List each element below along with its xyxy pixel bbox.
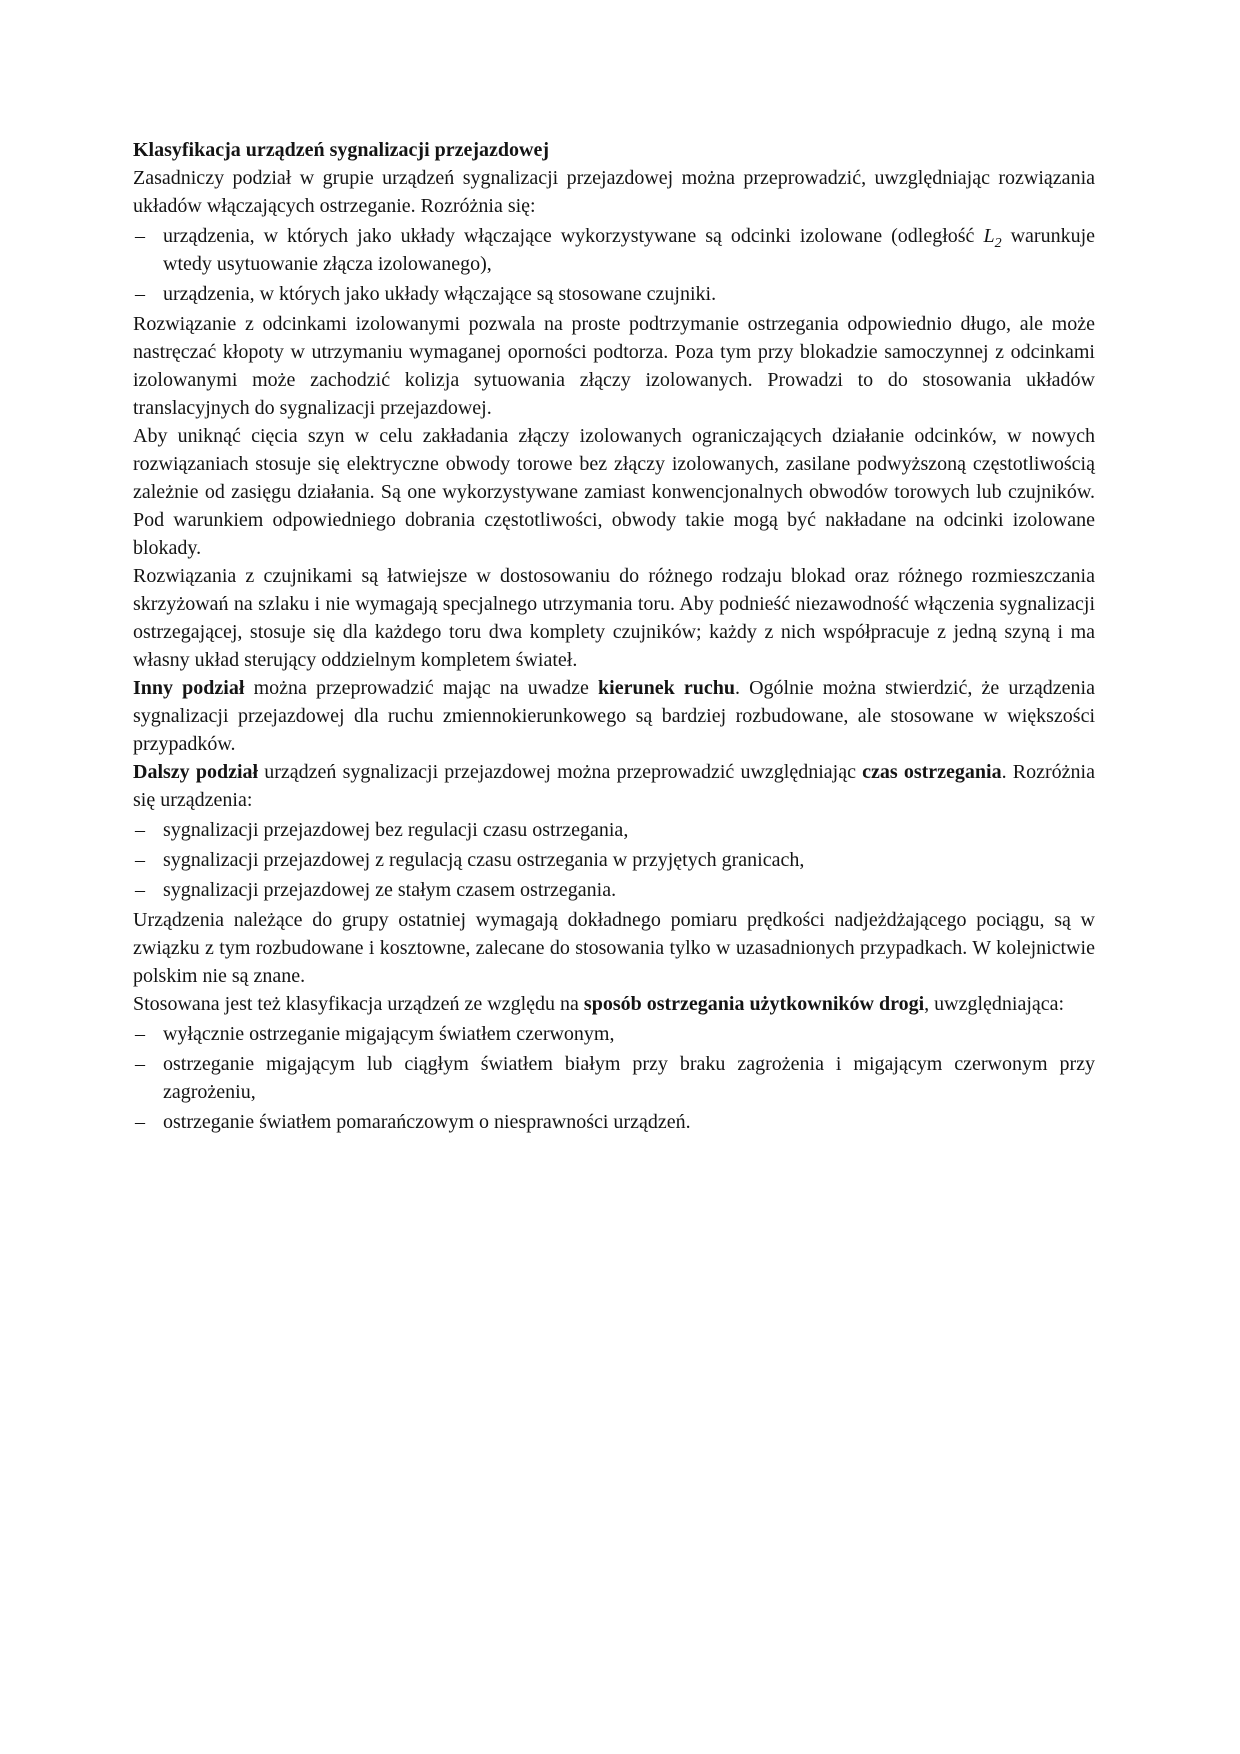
text-run: sposób ostrzegania użytkowników drogi [583, 993, 925, 1015]
paragraph [133, 422, 1095, 562]
text-run: Dalszy podział [133, 761, 259, 783]
document-content [133, 136, 1095, 1138]
text-run: Klasyfikacja urządzeń sygnalizacji przejazdowej [133, 139, 550, 161]
text-run: 2 [994, 236, 1002, 251]
list-item-text [163, 849, 804, 871]
dash-marker: – [135, 283, 145, 305]
document-title [133, 136, 1095, 164]
list-item [133, 280, 1095, 308]
text-run: ostrzeganie światłem pomarańczowym o niesprawności urządzeń. [163, 1111, 691, 1133]
list-item-text [163, 819, 628, 841]
list-item-text [163, 225, 1095, 275]
dash-marker: – [135, 1023, 145, 1045]
text-run: Urządzenia należące do grupy ostatniej wymagają dokładnego pomiaru prędkości nadjeżdżającego pociągu, są w związku z tym rozbudowane i kosztowne, zalecane do stosowania tylko w uzasadnionych przypadkach. W kolejnictwie polskim nie są znane. [133, 909, 1095, 987]
text-run: warunkuje wtedy usytuowanie złącza izolowanego), [163, 225, 1095, 275]
text-run: . Ogólnie można stwierdzić, że urządzenia sygnalizacji przejazdowej dla ruchu zmiennokierunkowego są bardziej rozbudowane, ale stosowane w większości przypadków. [133, 677, 1095, 755]
text-run: Rozwiązania z czujnikami są łatwiejsze w dostosowaniu do różnego rodzaju blokad oraz różnego rozmieszczania skrzyżowań na szlaku i nie wymagają specjalnego utrzymania toru. Aby podnieść niezawodność włączenia sygnalizacji ostrzegającej, stosuje się dla każdego toru dwa komplety czujników; każdy z nich współpracuje z jedną szyną i ma własny układ sterujący oddzielnym kompletem świateł. [133, 565, 1095, 671]
dash-marker: – [135, 1053, 145, 1075]
text-run: Aby uniknąć cięcia szyn w celu zakładania złączy izolowanych ograniczających działanie odcinków, w nowych rozwiązaniach stosuje się elektryczne obwody torowe bez złączy izolowanych, zasilane podwyższoną częstotliwością zależnie od zasięgu działania. Są one wykorzystywane zamiast konwencjonalnych obwodów torowych lub czujników. Pod warunkiem odpowiedniego dobrania częstotliwości, obwody takie mogą być nakładane na odcinki izolowane blokady. [133, 425, 1095, 559]
text-run: czas ostrzegania [862, 761, 1002, 783]
paragraph [133, 674, 1095, 758]
list-item-text [163, 283, 716, 305]
dash-marker: – [135, 1111, 145, 1133]
text-run: urządzenia, w których jako układy włączające wykorzystywane są odcinki izolowane (odległość [163, 225, 984, 247]
text-run: urządzeń sygnalizacji przejazdowej można przeprowadzić uwzględniając [258, 761, 863, 783]
list-item [133, 1050, 1095, 1106]
paragraph [133, 164, 1095, 220]
list-item [133, 222, 1095, 278]
paragraph [133, 310, 1095, 422]
text-run: sygnalizacji przejazdowej z regulacją czasu ostrzegania w przyjętych granicach, [163, 849, 805, 871]
paragraph [133, 758, 1095, 814]
paragraph [133, 990, 1095, 1018]
dash-marker: – [135, 879, 145, 901]
paragraph [133, 906, 1095, 990]
text-run: można przeprowadzić mając na uwadze [244, 677, 599, 699]
text-run: ostrzeganie migającym lub ciągłym światłem białym przy braku zagrożenia i migającym czerwonym przy zagrożeniu, [163, 1053, 1095, 1103]
list-item [133, 1020, 1095, 1048]
paragraph [133, 562, 1095, 674]
text-run: L [983, 225, 995, 247]
list-item [133, 816, 1095, 844]
text-run: sygnalizacji przejazdowej bez regulacji czasu ostrzegania, [163, 819, 629, 841]
text-run: . Rozróżnia się urządzenia: [133, 761, 1095, 811]
list-item-text [163, 1053, 1095, 1103]
list-item [133, 1108, 1095, 1136]
text-run: kierunek ruchu [598, 677, 735, 699]
list-item-text [163, 1023, 614, 1045]
text-run: Stosowana jest też klasyfikacja urządzeń ze względu na [133, 993, 584, 1015]
text-run: Inny podział [133, 677, 245, 699]
dash-marker: – [135, 819, 145, 841]
text-run: wyłącznie ostrzeganie migającym światłem czerwonym, [163, 1023, 615, 1045]
text-run: urządzenia, w których jako układy włączające są stosowane czujniki. [163, 283, 717, 305]
text-run: , uwzględniająca: [924, 993, 1065, 1015]
list-item [133, 846, 1095, 874]
dash-marker: – [135, 849, 145, 871]
list-item [133, 876, 1095, 904]
text-run: Zasadniczy podział w grupie urządzeń sygnalizacji przejazdowej można przeprowadzić, uwzględniając rozwiązania układów włączających ostrzeganie. Rozróżnia się: [133, 167, 1095, 217]
dash-marker: – [135, 225, 145, 247]
text-run: sygnalizacji przejazdowej ze stałym czasem ostrzegania. [163, 879, 617, 901]
list-item-text [163, 1111, 691, 1133]
text-run: Rozwiązanie z odcinkami izolowanymi pozwala na proste podtrzymanie ostrzegania odpowiednio długo, ale może nastręczać kłopoty w utrzymaniu wymaganej oporności podtorza. Poza tym przy blokadzie samoczynnej z odcinkami izolowanymi może zachodzić kolizja sytuowania złączy izolowanych. Prowadzi to do stosowania układów translacyjnych do sygnalizacji przejazdowej. [133, 313, 1095, 419]
list-item-text [163, 879, 616, 901]
